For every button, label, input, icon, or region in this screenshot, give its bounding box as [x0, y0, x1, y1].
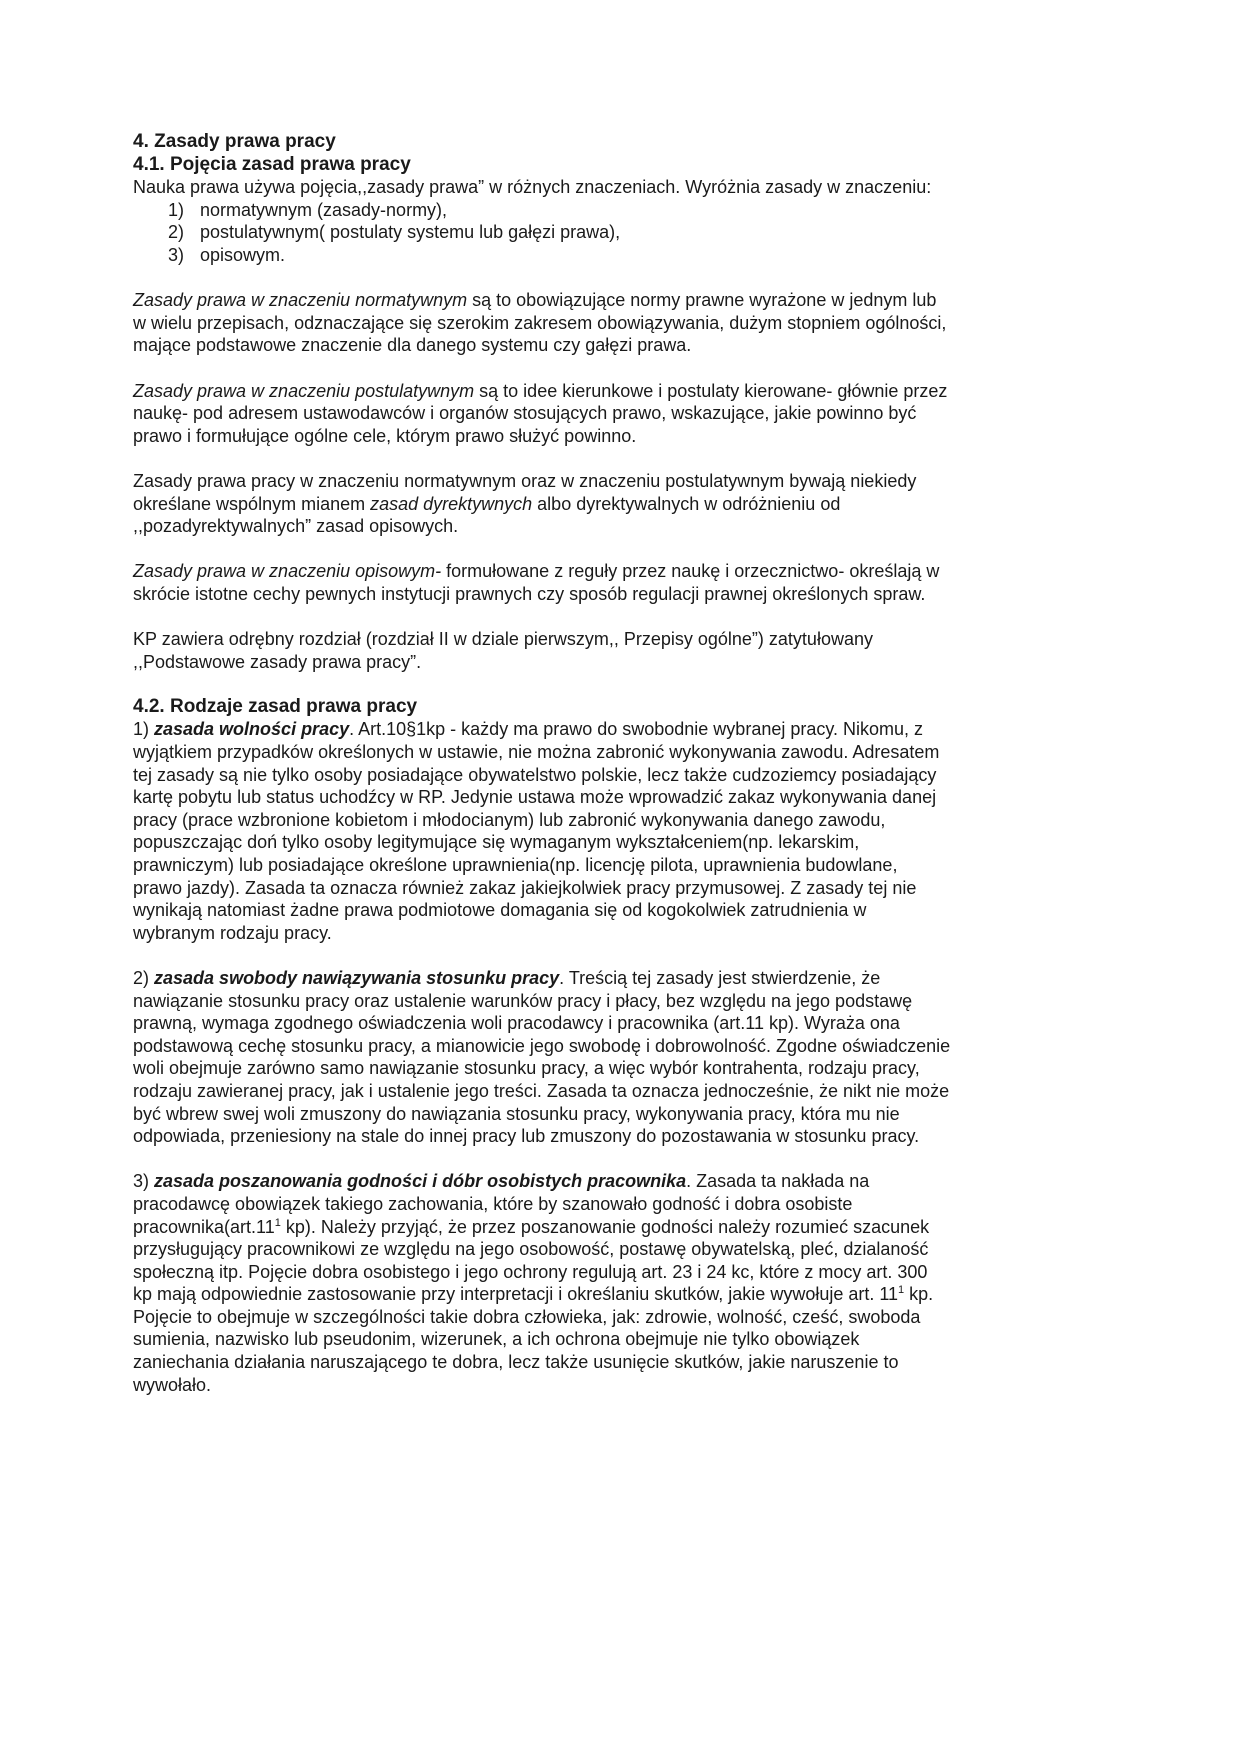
text-line: [133, 380, 1113, 403]
list-item: [133, 199, 1113, 222]
text-run: . Treścią tej zasady jest stwierdzenie, że: [559, 967, 881, 988]
text-line: [133, 334, 1113, 357]
text-line: [133, 312, 1113, 335]
superscript: 1: [898, 1284, 905, 1297]
text-line: [133, 289, 1113, 312]
text-run: wynikają natomiast żadne prawa podmiotowe domagania się od kogokolwiek zatrudnienia w: [133, 900, 867, 921]
text-run: nawiązanie stosunku pracy oraz ustalenie warunków pracy i płacy, bez względu na jego podstawę: [133, 990, 913, 1011]
text-line: [133, 854, 1113, 877]
italic-term: zasad dyrektywnych: [370, 493, 533, 514]
list-item-text: normatywnym (zasady-normy),: [200, 199, 448, 220]
list-item-number: 2): [168, 222, 185, 243]
text-line: [133, 1306, 1113, 1329]
text-line: [133, 899, 1113, 922]
text-line: [133, 718, 1113, 741]
text-line: [133, 1012, 1113, 1035]
list-item-text: opisowym.: [200, 244, 286, 265]
text-run: Nauka prawa używa pojęcia,,zasady prawa” w różnych znaczeniach. Wyróżnia zasady w znaczeniu:: [133, 177, 932, 198]
list-item: [133, 244, 1113, 267]
bold-italic-term: zasada swobody nawiązywania stosunku pracy: [154, 967, 560, 988]
text-run: zaniechania działania naruszającego te dobra, lecz także usunięcie skutków, jakie naruszenie to: [133, 1352, 899, 1373]
text-line: [133, 1080, 1113, 1103]
text-run: pracodawcę obowiązek takiego zachowania, które by szanowało godność i dobra osobiste: [133, 1193, 853, 1214]
text-line: [133, 1057, 1113, 1080]
text-line: [133, 809, 1113, 832]
section-heading: 4. Zasady prawa pracy: [133, 131, 336, 152]
text-run: sumienia, nazwisko lub pseudonim, wizerunek, a ich ochrona obejmuje nie tylko obowiązek: [133, 1329, 860, 1350]
text-line: [133, 1374, 1113, 1397]
italic-term: Zasady prawa w znaczeniu normatywnym: [133, 290, 468, 311]
text-run: Pojęcie to obejmuje w szczególności takie dobra człowieka, jak: zdrowie, wolność, cześć, swoboda: [133, 1306, 921, 1327]
text-line: [133, 1328, 1113, 1351]
paragraph: [133, 628, 1113, 673]
text-line: [133, 425, 1113, 448]
superscript: 1: [274, 1216, 281, 1229]
text-run: wywołało.: [133, 1374, 212, 1395]
text-run: tej zasady są nie tylko osoby posiadające obywatelstwo polskie, lecz także cudzoziemcy posiadający: [133, 764, 937, 785]
text-run: Zasady prawa pracy w znaczeniu normatywnym oraz w znaczeniu postulatywnym bywają niekiedy: [133, 470, 917, 491]
text-line: [133, 967, 1113, 990]
text-line: [133, 1103, 1113, 1126]
text-run: formułowane z reguły przez naukę i orzecznictwo- określają w: [441, 561, 940, 582]
text-run: są to idee kierunkowe i postulaty kierowane- głównie przez: [474, 380, 948, 401]
text-line: [133, 493, 1113, 516]
bold-italic-term: zasada wolności pracy: [154, 719, 350, 740]
text-line: [133, 583, 1113, 606]
text-line: [133, 1238, 1113, 1261]
text-run: kp.: [904, 1284, 934, 1305]
text-line: [133, 1193, 1113, 1216]
text-run: być wbrew swej woli zmuszony do nawiązania stosunku pracy, wykonywania pracy, która mu nie: [133, 1103, 900, 1124]
text-run: rodzaju zawieranej pracy, jak i ustalenie jego treści. Zasada ta oznacza jednocześnie, że nikt nie może: [133, 1080, 950, 1101]
section-heading: 4.1. Pojęcia zasad prawa pracy: [133, 153, 411, 175]
paragraph: [133, 176, 1113, 199]
text-line: [133, 651, 1113, 674]
paragraph: [133, 718, 1113, 944]
text-run: 3): [133, 1171, 155, 1192]
text-run: KP zawiera odrębny rozdział (rozdział II w dziale pierwszym,, Przepisy ogólne”) zatytułowany: [133, 629, 873, 650]
text-run: mające podstawowe znaczenie dla danego systemu czy gałęzi prawa.: [133, 335, 692, 356]
text-run: . Zasada ta nakłada na: [686, 1171, 870, 1192]
italic-term: Zasady prawa w znaczeniu opisowym-: [133, 561, 442, 582]
text-run: wyjątkiem przypadków określonych w ustawie, nie można zabronić wykonywania zawodu. Adresatem: [133, 742, 940, 763]
paragraph: [133, 1170, 1113, 1396]
text-run: . Art.10§1kp - każdy ma prawo do swobodnie wybranej pracy. Nikomu, z: [349, 719, 924, 740]
text-run: woli obejmuje zarówno samo nawiązanie stosunku pracy, a więc wybór kontrahenta, rodzaju pracy,: [133, 1058, 920, 1079]
text-line: [133, 877, 1113, 900]
paragraph: [133, 470, 1113, 538]
text-line: [133, 1261, 1113, 1284]
text-line: [133, 1351, 1113, 1374]
text-run: społeczną itp. Pojęcie dobra osobistego i jego ochrony regulują art. 23 i 24 kc, które z mocy art. 300: [133, 1261, 928, 1282]
document-page: [133, 131, 1113, 1396]
text-line: [133, 628, 1113, 651]
section-heading: 4.2. Rodzaje zasad prawa pracy: [133, 695, 418, 717]
text-run: prawną, wymaga zgodnego oświadczenia woli pracodawcy i pracownika (art.11 kp). Wyraża ona: [133, 1013, 900, 1034]
text-run: 1): [133, 719, 155, 740]
text-run: przysługujący pracownikowi ze względu na jego osobowość, postawę obywatelską, pleć, dzialaność: [133, 1239, 929, 1260]
paragraph: [133, 380, 1113, 448]
text-line: [133, 176, 1113, 199]
text-line: [133, 1125, 1113, 1148]
paragraph: [133, 289, 1113, 357]
text-line: [133, 990, 1113, 1013]
text-run: wybranym rodzaju pracy.: [133, 922, 332, 943]
text-run: podstawową cechę stosunku pracy, a mianowicie jego swobodę i dobrowolność. Zgodne oświadczenie: [133, 1035, 951, 1056]
paragraph: [133, 560, 1113, 605]
text-line: [133, 402, 1113, 425]
text-line: [133, 831, 1113, 854]
text-line: [133, 1035, 1113, 1058]
italic-term: Zasady prawa w znaczeniu postulatywnym: [133, 380, 475, 401]
text-line: [133, 1170, 1113, 1193]
text-line: [133, 1216, 1113, 1239]
text-run: są to obowiązujące normy prawne wyrażone w jednym lub: [467, 290, 937, 311]
text-run: pracy (prace wzbronione kobietom i młodocianym) lub zabronić wykonywania danego zawodu,: [133, 809, 886, 830]
bold-italic-term: zasada poszanowania godności i dóbr osobistych pracownika: [154, 1171, 687, 1192]
text-line: [133, 786, 1113, 809]
text-run: pracownika(art.11: [133, 1216, 275, 1237]
text-run: odpowiada, przeniesiony na stale do innej pracy lub zmuszony do pozostawania w stosunku pracy.: [133, 1126, 920, 1147]
text-run: prawo i formułujące ogólne cele, którym prawo służyć powinno.: [133, 425, 637, 446]
text-line: [133, 741, 1113, 764]
list-item-text: postulatywnym( postulaty systemu lub gałęzi prawa),: [200, 222, 621, 243]
text-line: [133, 560, 1113, 583]
text-run: 2): [133, 967, 155, 988]
text-run: w wielu przepisach, odznaczające się szerokim zakresem obowiązywania, dużym stopniem ogólności,: [133, 312, 947, 333]
text-line: [133, 515, 1113, 538]
text-run: prawniczym) lub posiadające określone uprawnienia(np. licencję pilota, uprawnienia budowlane,: [133, 855, 898, 875]
text-run: popuszczając doń tylko osoby legitymujące się wymaganym wykształceniem(np. lekarskim,: [133, 832, 860, 853]
text-line: [133, 470, 1113, 493]
text-run: ,,pozadyrektywalnych” zasad opisowych.: [133, 516, 459, 537]
text-line: [133, 764, 1113, 787]
text-run: kp mają odpowiednie zastosowanie przy interpretacji i określaniu skutków, jakie wywołuje art. 11: [133, 1284, 899, 1305]
text-run: kartę pobytu lub status uchodźcy w RP. Jedynie ustawa może wprowadzić zakaz wykonywania danej: [133, 787, 937, 808]
paragraph: [133, 967, 1113, 1148]
text-run: skrócie istotne cechy pewnych instytucji prawnych czy sposób regulacji prawnej określonych spraw.: [133, 583, 926, 604]
text-run: ,,Podstawowe zasady prawa pracy”.: [133, 651, 422, 672]
list-item-number: 3): [168, 244, 185, 265]
text-run: prawo jazdy). Zasada ta oznacza również zakaz jakiejkolwiek pracy przymusowej. Z zasady tej nie: [133, 877, 917, 898]
list-item-number: 1): [168, 199, 185, 220]
text-run: kp). Należy przyjąć, że przez poszanowanie godności należy rozumieć szacunek: [280, 1216, 930, 1237]
text-run: naukę- pod adresem ustawodawców i organów stosujących prawo, wskazujące, jakie powinno być: [133, 403, 917, 424]
list-item: [133, 221, 1113, 244]
text-line: [133, 1283, 1113, 1306]
numbered-list: [133, 199, 1113, 267]
text-run: albo dyrektywalnych w odróżnieniu od: [532, 493, 841, 514]
text-line: [133, 922, 1113, 945]
text-run: określane wspólnym mianem: [133, 493, 371, 514]
